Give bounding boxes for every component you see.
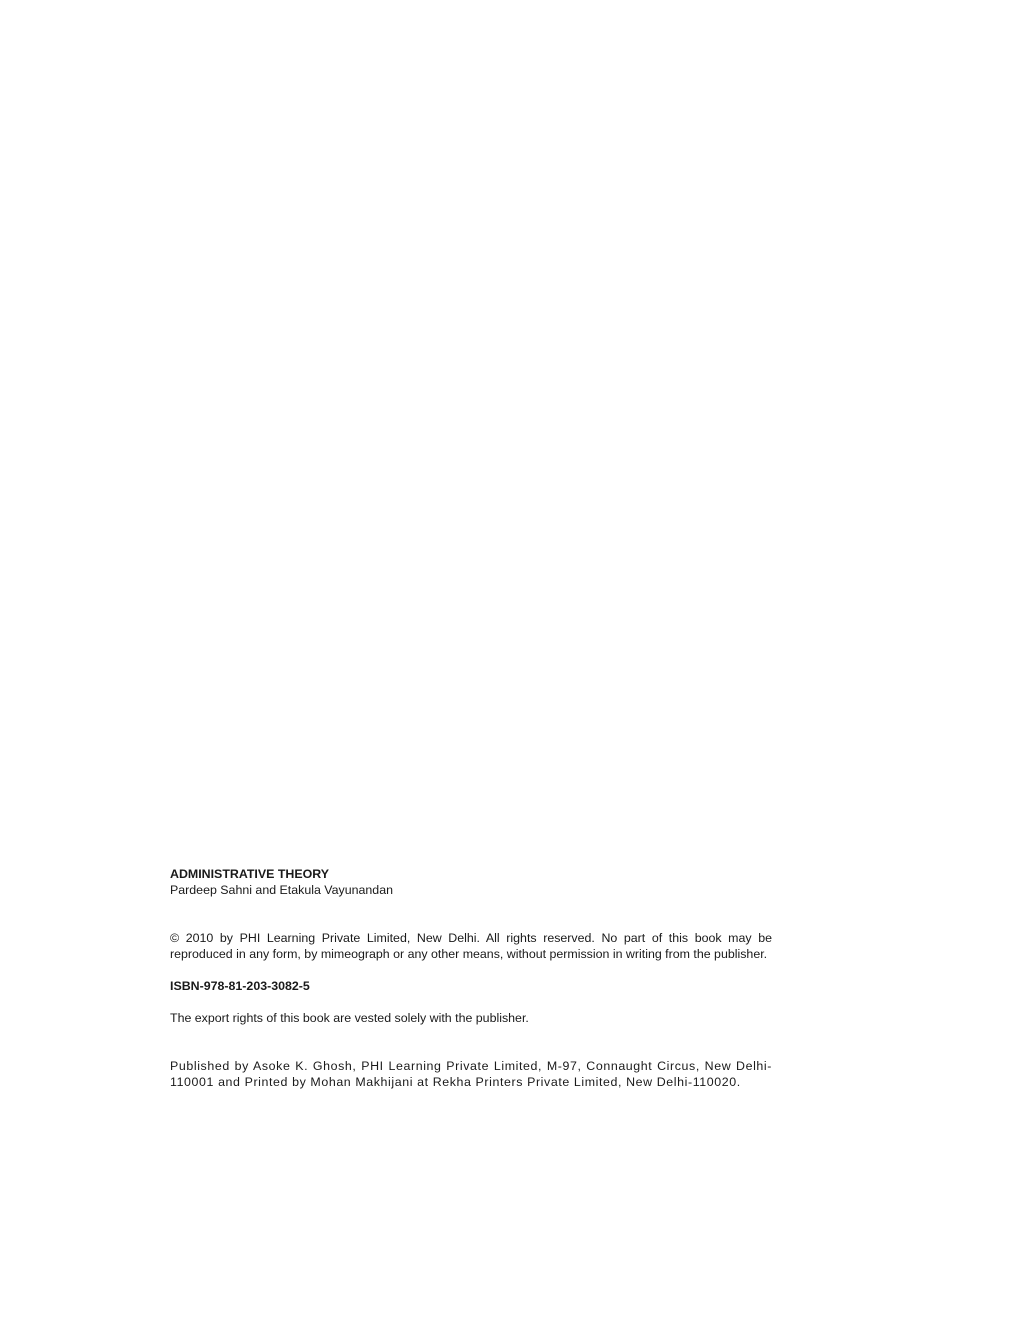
copyright-page-imprint <box>170 866 772 1090</box>
book-title: ADMINISTRATIVE THEORY <box>170 867 330 881</box>
publisher-printer-info: Published by Asoke K. Ghosh, PHI Learning Private Limited, M-97, Connaught Circus, New Delhi-110001 and Printed by Mohan Makhijani at Rekha Printers Private Limited, New Delhi-110020. <box>170 1059 772 1089</box>
export-rights-notice: The export rights of this book are vested solely with the publisher. <box>170 1011 529 1025</box>
book-authors: Pardeep Sahni and Etakula Vayunandan <box>170 883 393 897</box>
isbn-number: ISBN-978-81-203-3082-5 <box>170 979 310 993</box>
copyright-notice: © 2010 by PHI Learning Private Limited, New Delhi. All rights reserved. No part of this book may be reproduced in any form, by mimeograph or any other means, without permission in writing from the publisher. <box>170 931 772 961</box>
